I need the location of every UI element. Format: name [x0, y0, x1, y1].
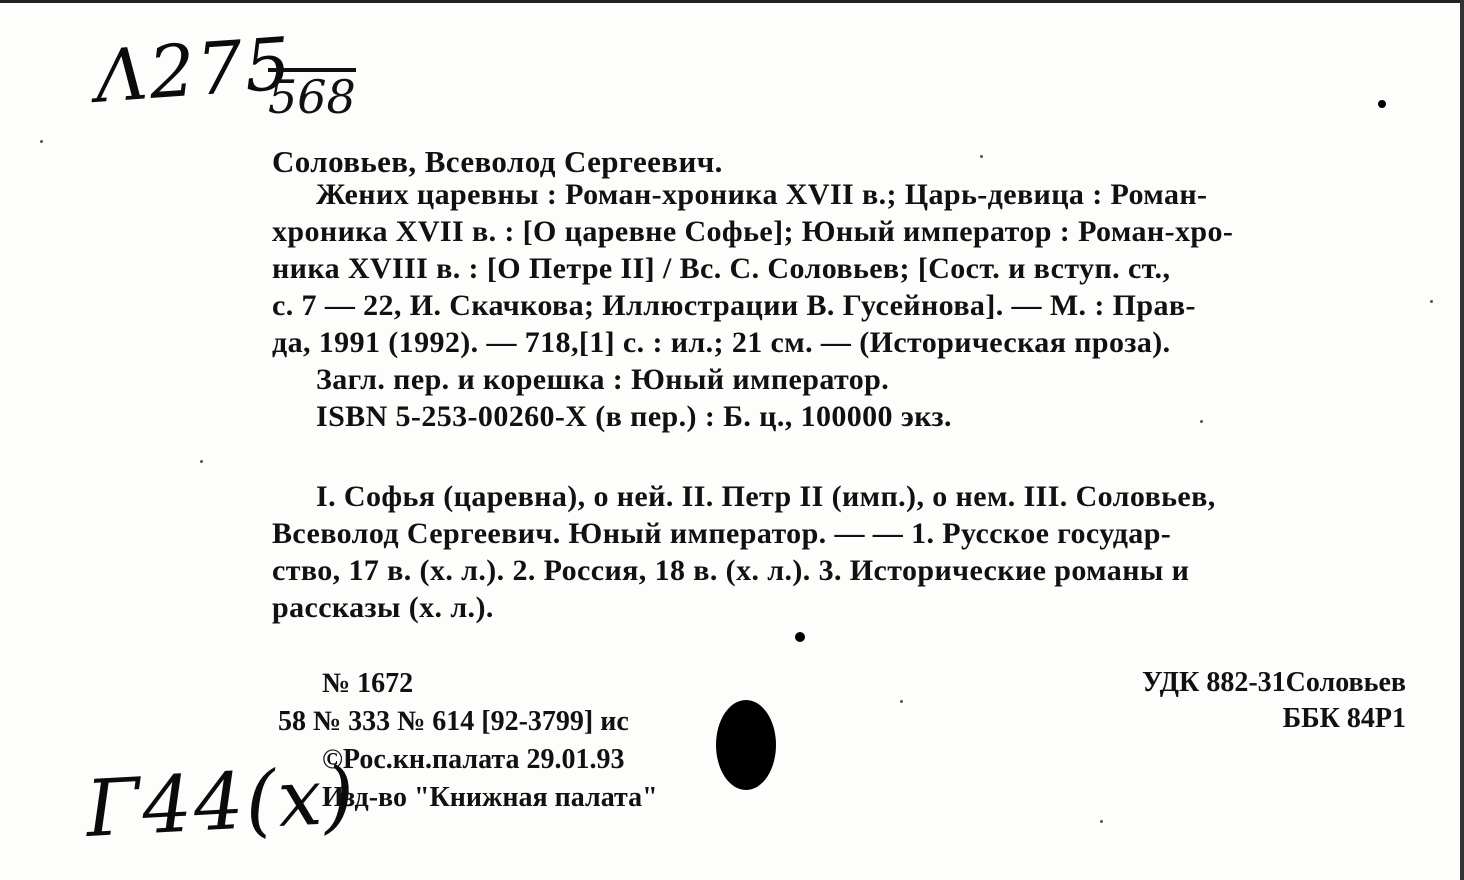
speck [1430, 300, 1433, 303]
card-number: № 1672 [322, 668, 414, 699]
isbn-line: ISBN 5-253-00260-X (в пер.) : Б. ц., 100000 экз. [316, 400, 952, 433]
ink-dot [795, 632, 805, 642]
card-right-edge [1460, 0, 1464, 880]
speck [40, 140, 43, 143]
description-line: хроника XVII в. : [О царевне Софье]; Юный император : Роман-хро- [272, 215, 1234, 248]
ink-dot [1378, 100, 1386, 108]
speck [1200, 420, 1203, 423]
author-heading: Соловьев, Всеволод Сергеевич. [272, 144, 723, 179]
handwritten-shelf-number: Λ275 [92, 21, 296, 119]
registration-line: 58 № 333 № 614 [92-3799] ис [278, 706, 629, 737]
subject-headings [272, 478, 1216, 626]
description-line: ника XVIII в. : [О Петре II] / Вс. С. Соловьев; [Сост. и вступ. ст., [272, 252, 1171, 285]
classification-block [1142, 665, 1406, 737]
description-line: Жених царевны : Роман-хроника XVII в.; Царь-девица : Роман- [316, 178, 1208, 211]
speck [200, 460, 203, 463]
udk-code: УДК 882-31Соловьев [1142, 667, 1406, 698]
speck [900, 700, 903, 703]
handwritten-shelf-sub: 568 [268, 70, 356, 124]
handwritten-classification: Γ44(x) [83, 750, 359, 856]
speck [980, 155, 983, 158]
copyright-line: ©Рос.кн.палата 29.01.93 [322, 744, 625, 775]
speck [1100, 820, 1103, 823]
bibliographic-description [272, 176, 1233, 435]
subject-line: ство, 17 в. (х. л.). 2. Россия, 18 в. (х. л.). 3. Исторические романы и [272, 554, 1190, 587]
subject-line: I. Софья (царевна), о ней. II. Петр II (имп.), о нем. III. Соловьев, [316, 480, 1216, 513]
title-note: Загл. пер. и корешка : Юный император. [316, 363, 890, 396]
description-line: да, 1991 (1992). — 718,[1] с. : ил.; 21 см. — (Историческая проза). [272, 326, 1171, 359]
description-line: с. 7 — 22, И. Скачкова; Иллюстрации В. Гусейнова]. — М. : Прав- [272, 289, 1196, 322]
card-top-edge [0, 0, 1464, 3]
ink-blot [716, 700, 776, 790]
subject-line: рассказы (х. л.). [272, 591, 494, 624]
subject-line: Всеволод Сергеевич. Юный император. — — 1. Русское государ- [272, 517, 1172, 550]
bbk-code: ББК 84Р1 [1282, 703, 1406, 734]
publisher-line: Изд-во "Книжная палата" [322, 782, 658, 813]
